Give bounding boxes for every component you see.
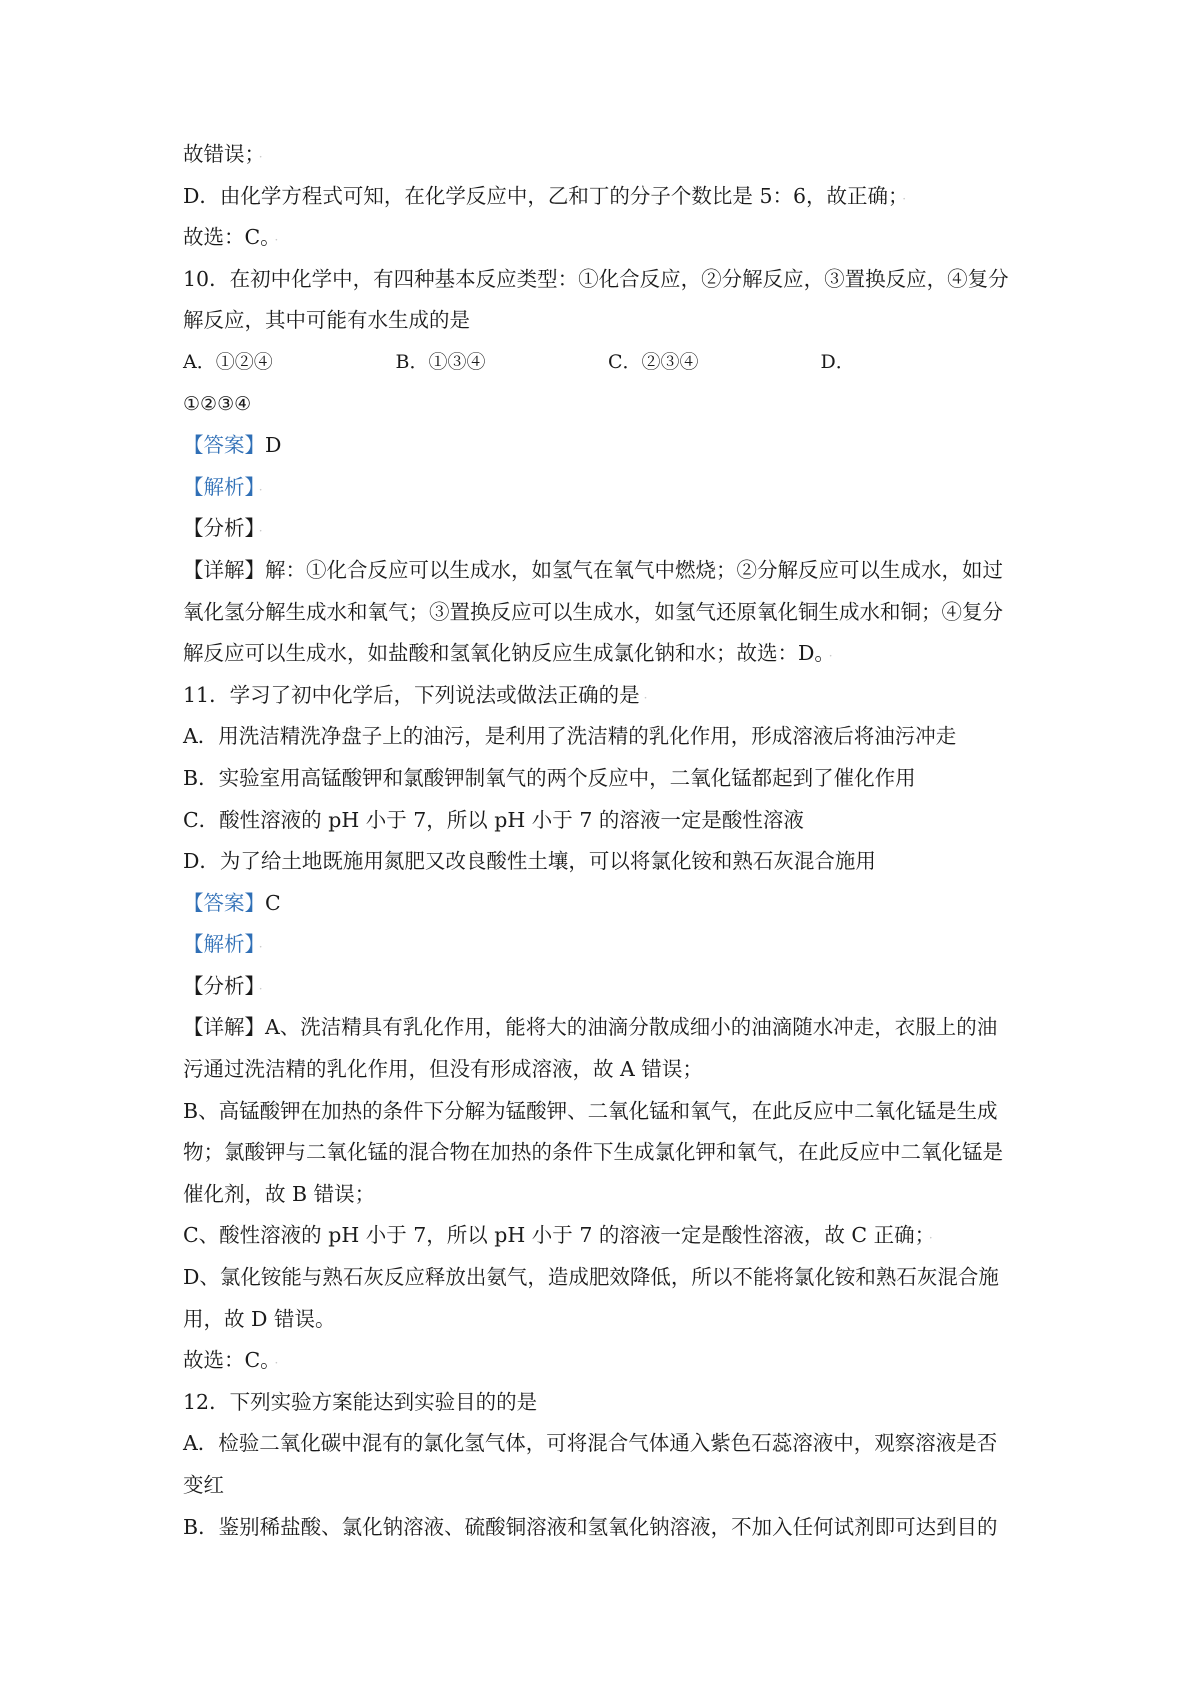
option-d: D．: [820, 350, 855, 373]
option-a-cont: 变红: [183, 1473, 224, 1497]
detail-line: 氧化氢分解生成水和氧气；③置换反应可以生成水，如氢气还原氧化铜生成水和铜；④复分: [183, 599, 1003, 624]
document-page: [183, 134, 1033, 1548]
detail-line: 用，故 D 错误。: [183, 1306, 336, 1331]
option-d-value: ①②③④: [183, 392, 252, 415]
jiexi-tag: 【解析】: [183, 474, 255, 499]
answer-tag: 【答案】: [183, 890, 265, 915]
detail-tag: 【详解】: [183, 557, 265, 582]
answer-value: C: [265, 890, 281, 915]
question-10-options: [183, 342, 1033, 384]
option-c: C．②③④: [608, 350, 699, 373]
option-b: B．鉴别稀盐酸、氯化钠溶液、硫酸铜溶液和氢氧化钠溶液，不加入任何试剂即可达到目的: [183, 1514, 998, 1539]
question-12-stem: 12．下列实验方案能达到实验目的的是: [183, 1389, 538, 1414]
detail-line: D、氯化铵能与熟石灰反应释放出氨气，造成肥效降低，所以不能将氯化铵和熟石灰混合施: [183, 1265, 999, 1290]
jiexi-tag: 【解析】: [183, 932, 255, 957]
answer-line: [183, 883, 1033, 925]
detail-line: 污通过洗洁精的乳化作用，但没有形成溶液，故 A 错误；: [183, 1057, 703, 1082]
option-b: B．①③④: [395, 350, 486, 373]
question-10-stem: 10．在初中化学中，有四种基本反应类型：①化合反应，②分解反应，③置换反应，④复分: [183, 266, 1009, 291]
option-a: A．用洗洁精洗净盘子上的油污，是利用了洗洁精的乳化作用，形成溶液后将油污冲走: [183, 724, 957, 749]
fenxi-line: 【分析】 ·: [183, 516, 263, 541]
option-a: A．①②④: [183, 350, 273, 373]
detail-line: 解反应可以生成水，如盐酸和氢氧化钠反应生成氯化钠和水；故选：D。 ·: [183, 641, 833, 666]
option-d: D．为了给土地既施用氮肥又改良酸性土壤，可以将氯化铵和熟石灰混合施用: [183, 849, 876, 874]
fenxi-tag: 【分析】: [183, 516, 255, 541]
analysis-line: 【解析】 ·: [183, 474, 263, 499]
detail-line: 【详解】解：①化合反应可以生成水，如氢气在氧气中燃烧；②分解反应可以生成水，如过: [183, 557, 1003, 582]
detail-line: C、酸性溶液的 pH 小于 7，所以 pH 小于 7 的溶液一定是酸性溶液，故 C 正确； ·: [183, 1223, 933, 1248]
detail-line: 【详解】A、洗洁精具有乳化作用，能将大的油滴分散成细小的油滴随水冲走，衣服上的油: [183, 1015, 998, 1040]
text-line: D．由化学方程式可知，在化学反应中，乙和丁的分子个数比是 5：6，故正确； ·: [183, 183, 907, 208]
detail-tag: 【详解】: [183, 1015, 265, 1040]
text-line: 故选：C。 ·: [183, 225, 279, 250]
answer-tag: 【答案】: [183, 433, 265, 458]
option-c: C．酸性溶液的 pH 小于 7，所以 pH 小于 7 的溶液一定是酸性溶液: [183, 807, 804, 832]
detail-line: 催化剂，故 B 错误；: [183, 1181, 376, 1206]
answer-line: [183, 425, 1033, 467]
detail-line: 物；氯酸钾与二氧化锰的混合物在加热的条件下生成氯化钾和氧气，在此反应中二氧化锰是: [183, 1140, 1003, 1165]
answer-value: D: [265, 433, 282, 458]
text-line: 故错误； ·: [183, 142, 263, 166]
detail-line: 故选：C。 ·: [183, 1348, 279, 1373]
question-10-stem: 解反应，其中可能有水生成的是: [183, 308, 470, 333]
fenxi-line: 【分析】 ·: [183, 973, 263, 998]
fenxi-tag: 【分析】: [183, 973, 255, 998]
analysis-line: 【解析】 ·: [183, 932, 263, 957]
detail-line: B、高锰酸钾在加热的条件下分解为锰酸钾、二氧化锰和氧气，在此反应中二氧化锰是生成: [183, 1098, 998, 1123]
question-11-stem: 11．学习了初中化学后，下列说法或做法正确的是 ·: [183, 682, 648, 707]
option-b: B．实验室用高锰酸钾和氯酸钾制氧气的两个反应中，二氧化锰都起到了催化作用: [183, 765, 916, 790]
option-a: A．检验二氧化碳中混有的氯化氢气体，可将混合气体通入紫色石蕊溶液中，观察溶液是否: [183, 1431, 998, 1456]
